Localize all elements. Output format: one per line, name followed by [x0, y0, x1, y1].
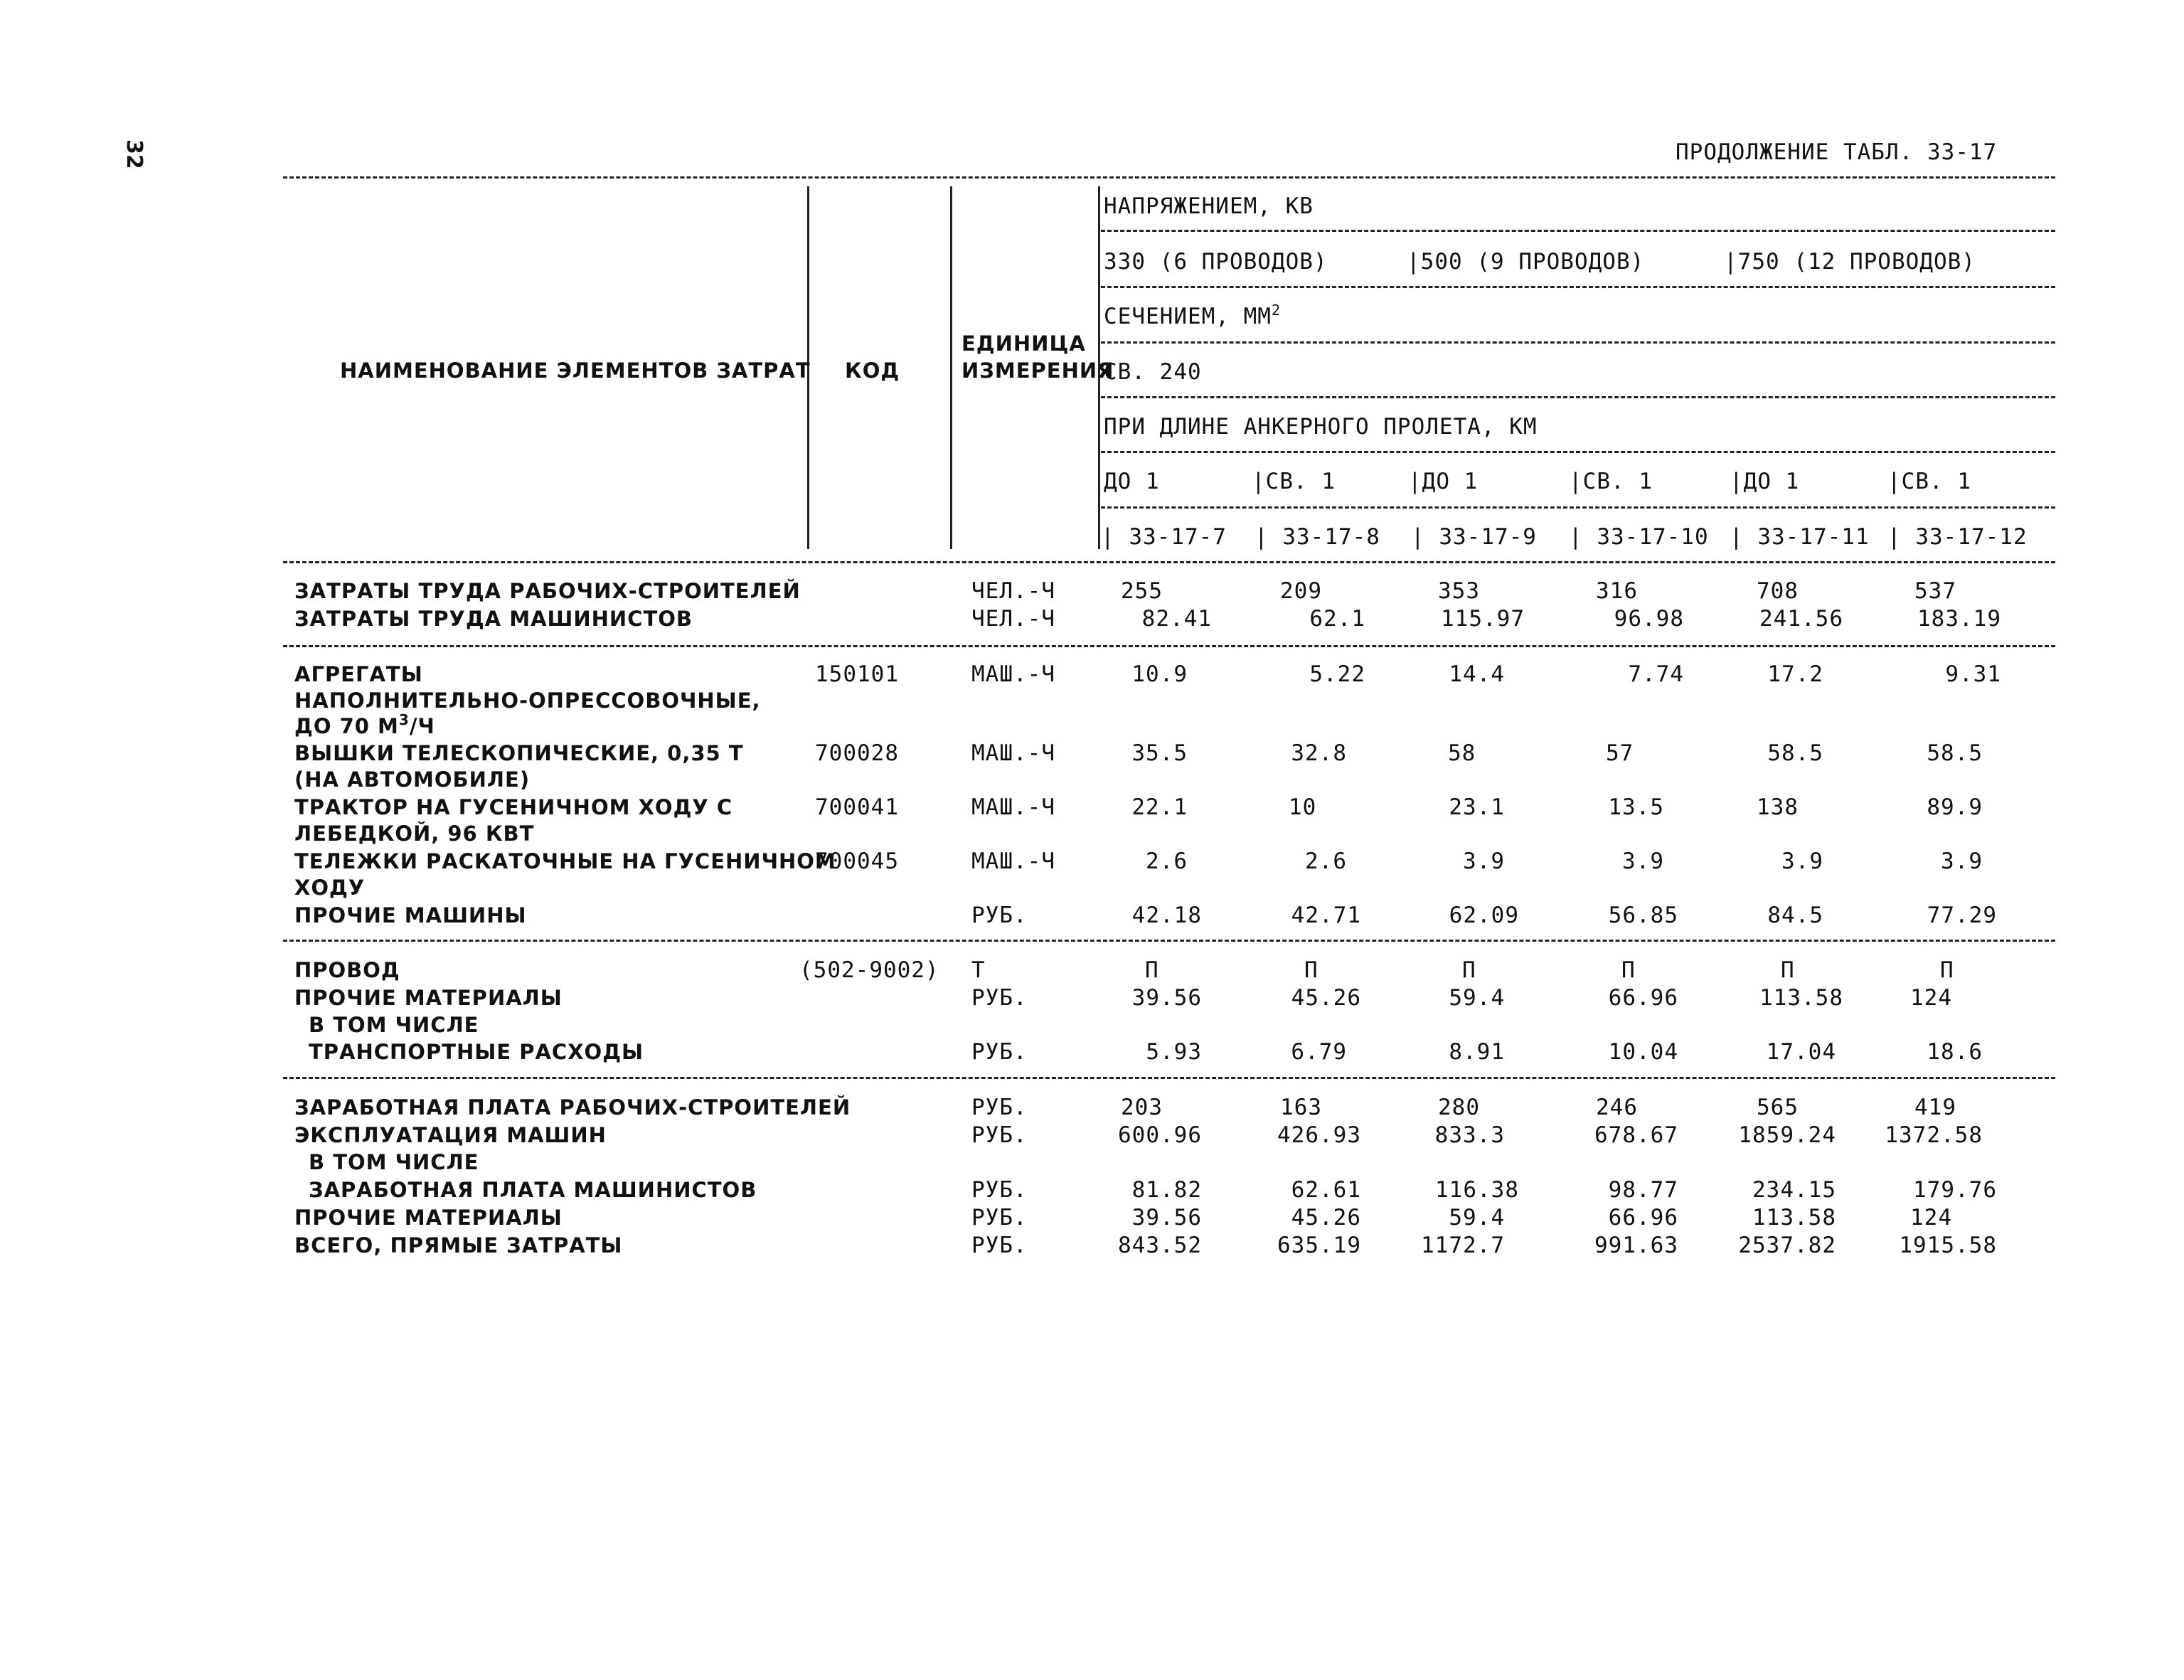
row-unit: РУБ.	[971, 1095, 1028, 1120]
header-span-value: |СВ. 1	[1252, 469, 1336, 494]
row-value: 66.96	[1608, 1205, 1678, 1230]
row-value: 991.63	[1594, 1233, 1678, 1258]
header-span: ПРИ ДЛИНЕ АНКЕРНОГО ПРОЛЕТА, КМ	[1104, 414, 1538, 440]
header-span-value: |СВ. 1	[1887, 469, 1971, 494]
header-span-value: |ДО 1	[1730, 469, 1800, 494]
row-value: 280	[1438, 1095, 1480, 1120]
row-value: 23.1	[1449, 794, 1505, 820]
row-unit: РУБ.	[971, 985, 1028, 1011]
row-name: ЗАТРАТЫ ТРУДА РАБОЧИХ-СТРОИТЕЛЕЙ	[294, 579, 801, 603]
header-code: | 33-17-10	[1569, 524, 1709, 550]
row-value: 58.5	[1927, 740, 1983, 766]
row-value: 7.74	[1628, 661, 1684, 687]
row-value: 1172.7	[1421, 1233, 1505, 1258]
header-voltage-500: |500 (9 ПРОВОДОВ)	[1407, 249, 1645, 275]
row-code: 700041	[815, 794, 899, 820]
row-value: 2.6	[1146, 849, 1188, 874]
row-value: 565	[1757, 1095, 1799, 1120]
row-unit: Т	[971, 957, 986, 983]
row-name: ТРАНСПОРТНЫЕ РАСХОДЫ	[309, 1040, 644, 1064]
header-span-value: |ДО 1	[1408, 469, 1479, 494]
row-value: 13.5	[1608, 794, 1664, 820]
row-value: 234.15	[1752, 1177, 1836, 1203]
header-voltage: НАПРЯЖЕНИЕМ, КВ	[1104, 193, 1314, 219]
row-name: ТРАКТОР НА ГУСЕНИЧНОМ ХОДУ С	[294, 795, 733, 819]
header-rule	[1101, 451, 2055, 453]
row-value: 843.52	[1118, 1233, 1202, 1258]
header-code: | 33-17-12	[1887, 524, 2028, 550]
row-name: НАПОЛНИТЕЛЬНО-ОПРЕССОВОЧНЫЕ,	[294, 689, 761, 713]
row-unit: ЧЕЛ.-Ч	[971, 578, 1055, 604]
row-value: 42.71	[1291, 903, 1361, 928]
row-value: 6.79	[1291, 1039, 1347, 1065]
header-code: | 33-17-11	[1730, 524, 1870, 550]
row-value: 246	[1596, 1095, 1638, 1120]
row-name: ПРОЧИЕ МАТЕРИАЛЫ	[294, 1206, 563, 1230]
group-rule	[283, 645, 2055, 647]
row-value: 10.04	[1608, 1039, 1678, 1065]
row-value: 89.9	[1927, 794, 1983, 820]
row-name: ПРОВОД	[294, 958, 400, 982]
row-value: П	[1145, 957, 1159, 983]
row-value: 600.96	[1118, 1122, 1202, 1148]
row-name: АГРЕГАТЫ	[294, 662, 423, 686]
row-value: 39.56	[1131, 1205, 1202, 1230]
row-value: 14.4	[1449, 661, 1505, 687]
row-value: 537	[1914, 578, 1956, 604]
row-code: 700028	[815, 740, 899, 766]
row-value: 66.96	[1608, 985, 1678, 1011]
row-value: 56.85	[1608, 903, 1678, 928]
row-unit: РУБ.	[971, 1039, 1028, 1065]
row-name: ЗАРАБОТНАЯ ПЛАТА РАБОЧИХ-СТРОИТЕЛЕЙ	[294, 1095, 851, 1120]
row-value: 77.29	[1927, 903, 1997, 928]
row-value: П	[1940, 957, 1954, 983]
header-code: | 33-17-7	[1101, 524, 1227, 550]
row-value: 3.9	[1622, 849, 1664, 874]
row-value: 5.93	[1146, 1039, 1202, 1065]
row-name: ХОДУ	[294, 876, 366, 900]
row-name: ВЫШКИ ТЕЛЕСКОПИЧЕСКИЕ, 0,35 Т	[294, 741, 744, 765]
row-value: 678.67	[1594, 1122, 1678, 1148]
row-value: 124	[1910, 985, 1952, 1011]
row-name: ЗАТРАТЫ ТРУДА МАШИНИСТОВ	[294, 607, 693, 631]
header-name-col: НАИМЕНОВАНИЕ ЭЛЕМЕНТОВ ЗАТРАТ	[340, 358, 811, 383]
row-value: 8.91	[1449, 1039, 1505, 1065]
header-code: | 33-17-9	[1411, 524, 1537, 550]
row-value: П	[1621, 957, 1636, 983]
column-separator	[950, 186, 952, 549]
row-unit: МАШ.-Ч	[971, 849, 1055, 874]
row-value: 203	[1121, 1095, 1163, 1120]
row-value: 116.38	[1435, 1177, 1519, 1203]
row-unit: МАШ.-Ч	[971, 794, 1055, 820]
row-code: (502-9002)	[799, 957, 939, 983]
row-value: 58.5	[1767, 740, 1823, 766]
header-section-value: СВ. 240	[1104, 359, 1202, 385]
row-value: П	[1304, 957, 1319, 983]
row-value: 5.22	[1309, 661, 1365, 687]
row-name: ЭКСПЛУАТАЦИЯ МАШИН	[294, 1123, 607, 1147]
row-value: 183.19	[1917, 606, 2001, 632]
row-unit: ЧЕЛ.-Ч	[971, 606, 1055, 632]
row-name: ЛЕБЕДКОЙ, 96 КВТ	[294, 822, 535, 846]
row-value: 209	[1280, 578, 1322, 604]
row-value: 42.18	[1131, 903, 1202, 928]
row-value: 113.58	[1752, 1205, 1836, 1230]
row-value: П	[1781, 957, 1795, 983]
row-name: ВСЕГО, ПРЯМЫЕ ЗАТРАТЫ	[294, 1233, 623, 1258]
header-rule	[1101, 286, 2055, 288]
row-value: 255	[1121, 578, 1163, 604]
row-unit: МАШ.-Ч	[971, 740, 1055, 766]
row-value: 45.26	[1291, 985, 1361, 1011]
row-value: 62.1	[1309, 606, 1365, 632]
row-value: 9.31	[1945, 661, 2001, 687]
row-value: 96.98	[1614, 606, 1684, 632]
row-value: 124	[1910, 1205, 1952, 1230]
row-value: 163	[1280, 1095, 1322, 1120]
top-rule	[283, 176, 2055, 179]
row-value: 58	[1448, 740, 1476, 766]
row-value: 35.5	[1131, 740, 1188, 766]
header-code: | 33-17-8	[1255, 524, 1380, 550]
row-value: 635.19	[1277, 1233, 1361, 1258]
row-value: 1372.58	[1885, 1122, 1983, 1148]
row-value: 1915.58	[1899, 1233, 1997, 1258]
group-rule	[283, 940, 2055, 942]
header-rule	[1101, 341, 2055, 344]
row-value: 353	[1438, 578, 1480, 604]
row-name: (НА АВТОМОБИЛЕ)	[294, 767, 531, 792]
row-code: 150101	[815, 661, 899, 687]
row-value: 113.58	[1759, 985, 1843, 1011]
header-unit-col: ЕДИНИЦА	[962, 331, 1086, 356]
group-rule	[283, 1077, 2055, 1079]
row-value: 59.4	[1449, 1205, 1505, 1230]
row-value: 2.6	[1305, 849, 1347, 874]
row-value: 22.1	[1131, 794, 1188, 820]
header-unit-col: ИЗМЕРЕНИЯ	[962, 358, 1114, 383]
row-name: ДО 70 $М^3/Ч$	[294, 711, 435, 738]
row-unit: РУБ.	[971, 1177, 1028, 1203]
row-value: П	[1462, 957, 1476, 983]
row-value: 62.09	[1449, 903, 1519, 928]
row-value: 708	[1757, 578, 1799, 604]
header-span-value: ДО 1	[1104, 469, 1160, 494]
row-name: ЗАРАБОТНАЯ ПЛАТА МАШИНИСТОВ	[309, 1178, 757, 1202]
row-value: 39.56	[1131, 985, 1202, 1011]
row-name: ПРОЧИЕ МАШИНЫ	[294, 903, 527, 927]
row-value: 241.56	[1759, 606, 1843, 632]
row-unit: РУБ.	[971, 1233, 1028, 1258]
row-unit: МАШ.-Ч	[971, 661, 1055, 687]
row-value: 179.76	[1913, 1177, 1997, 1203]
row-value: 833.3	[1434, 1122, 1505, 1148]
row-value: 82.41	[1141, 606, 1212, 632]
row-value: 59.4	[1449, 985, 1505, 1011]
row-value: 10	[1289, 794, 1317, 820]
page-number: 32	[122, 139, 147, 169]
row-value: 17.04	[1766, 1039, 1836, 1065]
row-name: ТЕЛЕЖКИ РАСКАТОЧНЫЕ НА ГУСЕНИЧНОМ	[294, 849, 836, 873]
row-unit: РУБ.	[971, 1122, 1028, 1148]
row-value: 81.82	[1131, 1177, 1202, 1203]
row-unit: РУБ.	[971, 1205, 1028, 1230]
row-value: 426.93	[1277, 1122, 1361, 1148]
row-value: 1859.24	[1738, 1122, 1836, 1148]
header-voltage-330: 330 (6 ПРОВОДОВ)	[1104, 249, 1328, 275]
row-value: 419	[1914, 1095, 1956, 1120]
row-value: 32.8	[1291, 740, 1347, 766]
row-value: 62.61	[1291, 1177, 1361, 1203]
row-value: 3.9	[1941, 849, 1983, 874]
row-value: 316	[1596, 578, 1638, 604]
row-value: 138	[1757, 794, 1799, 820]
row-value: 17.2	[1767, 661, 1823, 687]
header-voltage-750: |750 (12 ПРОВОДОВ)	[1724, 249, 1976, 275]
header-span-value: |СВ. 1	[1569, 469, 1653, 494]
row-value: 57	[1606, 740, 1634, 766]
header-bottom-rule	[283, 561, 2055, 563]
row-value: 84.5	[1767, 903, 1823, 928]
header-section: СЕЧЕНИЕМ, $ММ^2$	[1104, 302, 1282, 329]
row-unit: РУБ.	[971, 903, 1028, 928]
row-value: 18.6	[1927, 1039, 1983, 1065]
table-caption: ПРОДОЛЖЕНИЕ ТАБЛ. 33-17	[1676, 139, 1998, 165]
row-value: 115.97	[1441, 606, 1525, 632]
row-value: 3.9	[1781, 849, 1823, 874]
row-value: 45.26	[1291, 1205, 1361, 1230]
header-rule	[1101, 396, 2055, 398]
row-value: 98.77	[1608, 1177, 1678, 1203]
row-code: 700045	[815, 849, 899, 874]
header-rule	[1101, 506, 2055, 509]
row-value: 2537.82	[1738, 1233, 1836, 1258]
row-value: 3.9	[1463, 849, 1505, 874]
header-rule	[1101, 230, 2055, 232]
row-subheading: В ТОМ ЧИСЛЕ	[309, 1013, 479, 1037]
row-value: 10.9	[1131, 661, 1188, 687]
row-subheading: В ТОМ ЧИСЛЕ	[309, 1150, 479, 1174]
header-code-col: КОД	[845, 358, 900, 383]
row-name: ПРОЧИЕ МАТЕРИАЛЫ	[294, 986, 563, 1010]
